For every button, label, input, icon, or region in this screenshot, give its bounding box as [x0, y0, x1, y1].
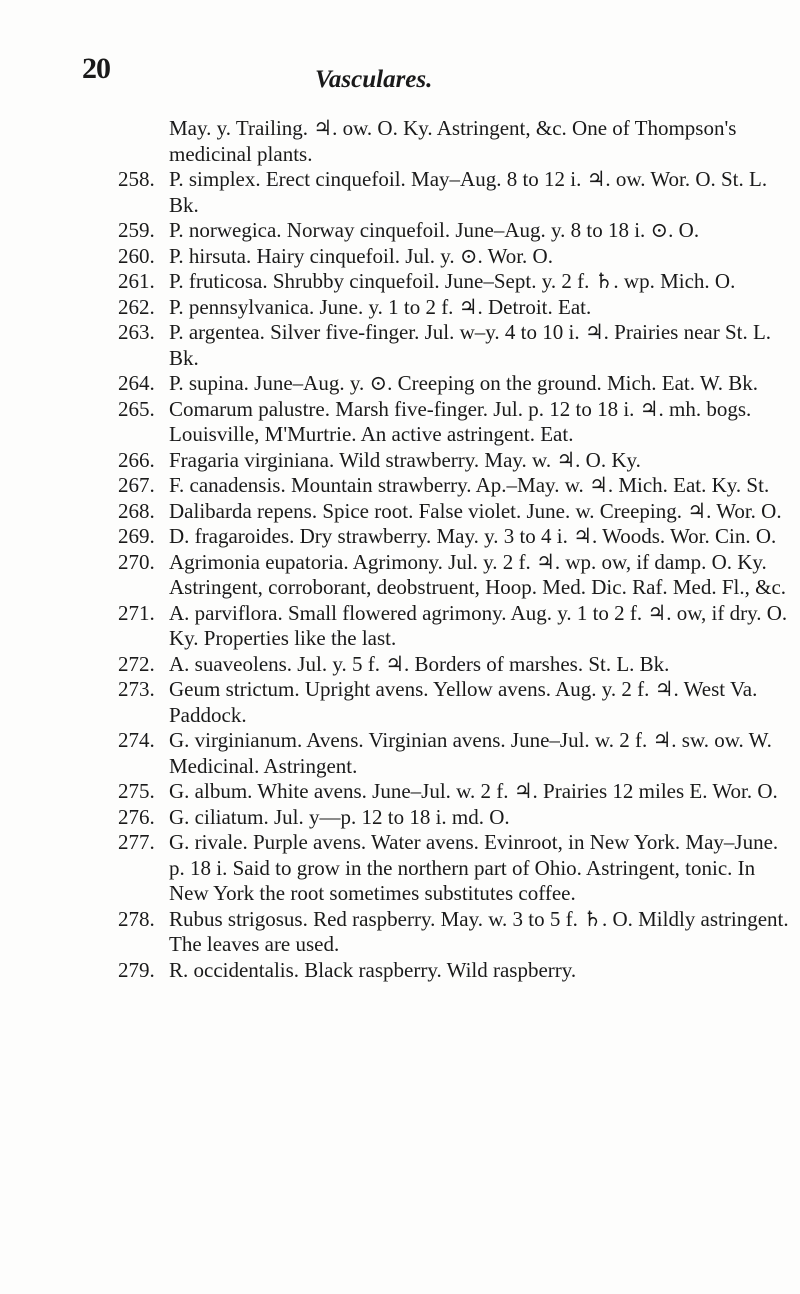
entry-text: F. canadensis. Mountain strawberry. Ap.–May. w. ♃. Mich. Eat. Ky. St.: [169, 473, 770, 497]
list-item: [118, 320, 798, 371]
species-list: [118, 116, 798, 983]
entry-number: 272.: [118, 651, 155, 676]
entry-number: 260.: [118, 243, 155, 268]
entry-text: P. simplex. Erect cinquefoil. May–Aug. 8 to 12 i. ♃. ow. Wor. O. St. L. Bk.: [169, 167, 768, 217]
entry-text: Geum strictum. Upright avens. Yellow avens. Aug. y. 2 f. ♃. West Va. Paddock.: [169, 677, 758, 727]
list-item: [118, 473, 798, 499]
list-item: [118, 728, 798, 779]
entry-text: P. supina. June–Aug. y. ⊙. Creeping on the ground. Mich. Eat. W. Bk.: [169, 371, 759, 395]
entry-text: G. rivale. Purple avens. Water avens. Evinroot, in New York. May–June. p. 18 i. Said to grow in the northern part of Ohio. Astringent, tonic. In New York the root sometimes substitutes coffee.: [169, 830, 779, 905]
entry-text: P. norwegica. Norway cinquefoil. June–Aug. y. 8 to 18 i. ⊙. O.: [169, 218, 700, 242]
list-item: [118, 167, 798, 218]
entry-text: G. ciliatum. Jul. y—p. 12 to 18 i. md. O.: [169, 804, 510, 829]
entry-number: 266.: [118, 447, 155, 472]
entry-text: May. y. Trailing. ♃. ow. O. Ky. Astringent, &c. One of Thompson's medicinal plants.: [169, 116, 737, 166]
list-item: [118, 550, 798, 601]
entry-number: 271.: [118, 600, 155, 625]
entry-number: 270.: [118, 549, 155, 574]
entry-number: 264.: [118, 371, 155, 395]
entry-number: 267.: [118, 473, 155, 497]
entry-number: 263.: [118, 320, 155, 344]
list-item: [118, 524, 798, 550]
entry-text: P. pennsylvanica. June. y. 1 to 2 f. ♃. Detroit. Eat.: [169, 294, 592, 319]
list-item: [118, 958, 798, 984]
entry-text: P. hirsuta. Hairy cinquefoil. Jul. y. ⊙. Wor. O.: [169, 243, 553, 268]
list-item: [118, 601, 798, 652]
entry-number: 277.: [118, 830, 155, 854]
entry-text: G. album. White avens. June–Jul. w. 2 f. ♃. Prairies 12 miles E. Wor. O.: [169, 779, 778, 803]
entry-number: 261.: [118, 269, 155, 293]
entry-text: Fragaria virginiana. Wild strawberry. May. w. ♃. O. Ky.: [169, 447, 641, 472]
list-item: [118, 677, 798, 728]
list-item: [118, 244, 798, 270]
list-item: [118, 269, 798, 295]
list-item: [118, 499, 798, 525]
entry-number: 275.: [118, 779, 155, 803]
entry-text: Agrimonia eupatoria. Agrimony. Jul. y. 2 f. ♃. wp. ow, if damp. O. Ky. Astringent, corroborant, deobstruent, Hoop. Med. Dic. Raf. Med. Fl., &c.: [169, 549, 787, 599]
list-item: [118, 805, 798, 831]
list-item: [118, 907, 798, 958]
list-item: [118, 652, 798, 678]
entry-number: 274.: [118, 728, 155, 752]
list-item: [118, 295, 798, 321]
entry-number: 278.: [118, 906, 155, 931]
entry-number: 258.: [118, 167, 155, 191]
entry-number: 273.: [118, 677, 155, 701]
entry-text: Dalibarda repens. Spice root. False violet. June. w. Creeping. ♃. Wor. O.: [169, 498, 782, 523]
entry-text: P. fruticosa. Shrubby cinquefoil. June–Sept. y. 2 f. ♄. wp. Mich. O.: [169, 269, 736, 293]
entry-number: 276.: [118, 804, 155, 829]
entry-text: A. suaveolens. Jul. y. 5 f. ♃. Borders of marshes. St. L. Bk.: [169, 651, 670, 676]
list-item: [118, 830, 798, 907]
entry-text: A. parviflora. Small flowered agrimony. Aug. y. 1 to 2 f. ♃. ow, if dry. O. Ky. Properties like the last.: [169, 600, 788, 650]
entry-number: 269.: [118, 524, 155, 548]
entry-text: R. occidentalis. Black raspberry. Wild raspberry.: [169, 957, 577, 982]
entry-number: 265.: [118, 396, 155, 421]
list-item: [118, 116, 798, 167]
entry-text: D. fragaroides. Dry strawberry. May. y. 3 to 4 i. ♃. Woods. Wor. Cin. O.: [169, 524, 777, 548]
entry-text: P. argentea. Silver five-finger. Jul. w–y. 4 to 10 i. ♃. Prairies near St. L. Bk.: [169, 320, 772, 370]
list-item: [118, 397, 798, 448]
entry-text: G. virginianum. Avens. Virginian avens. June–Jul. w. 2 f. ♃. sw. ow. W. Medicinal. Astringent.: [169, 728, 772, 778]
entry-text: Comarum palustre. Marsh five-finger. Jul. p. 12 to 18 i. ♃. mh. bogs. Louisville, M'Murtrie. An active astringent. Eat.: [169, 396, 752, 446]
page-number: 20: [82, 52, 110, 85]
entry-number: 259.: [118, 218, 155, 242]
list-item: [118, 448, 798, 474]
entry-text: Rubus strigosus. Red raspberry. May. w. 3 to 5 f. ♄. O. Mildly astringent. The leaves are used.: [169, 906, 789, 956]
list-item: [118, 779, 798, 805]
entry-number: 279.: [118, 957, 155, 982]
list-item: [118, 218, 798, 244]
entry-number: 262.: [118, 294, 155, 319]
entry-number: 268.: [118, 498, 155, 523]
running-title: Vasculares.: [315, 66, 433, 93]
list-item: [118, 371, 798, 397]
